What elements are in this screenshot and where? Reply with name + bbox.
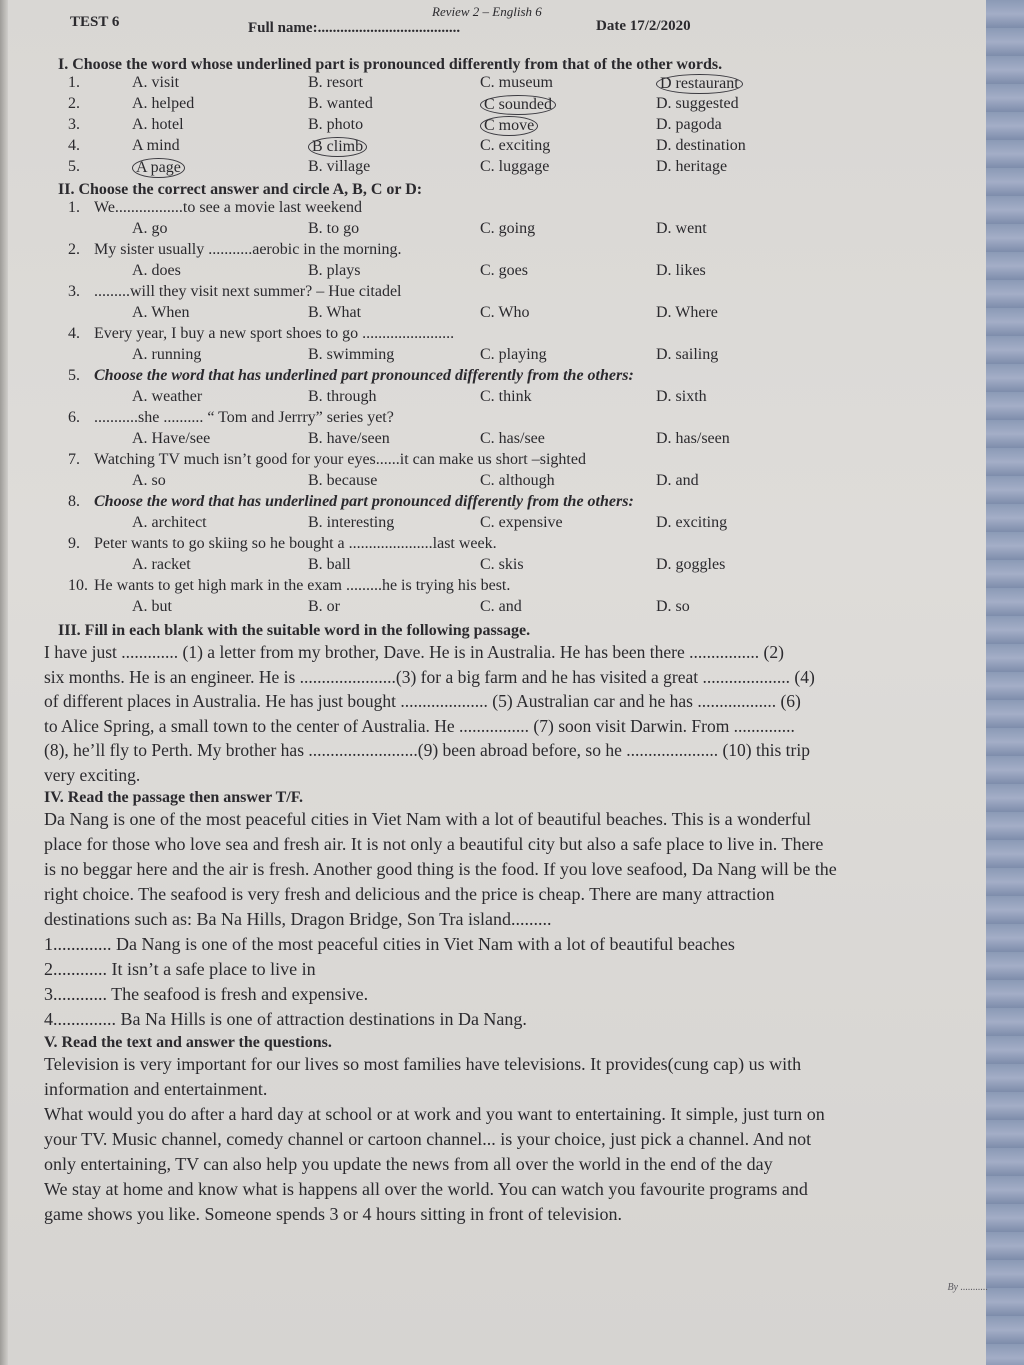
option-b: B. photo <box>308 116 364 133</box>
question-stem: Choose the word that has underlined part pronounced differently from the others: <box>94 367 634 384</box>
question-number: 5. <box>68 367 80 384</box>
question-stem: We.................to see a movie last weekend <box>94 199 362 216</box>
option-c: C. luggage <box>480 158 550 175</box>
option-c: C. exciting <box>480 137 551 154</box>
option-a: A. running <box>132 346 202 363</box>
passage-line: I have just ............. (1) a letter from my brother, Dave. He is in Australia. He has been there ................ (2) <box>44 642 784 662</box>
question-stem-row <box>40 283 1000 304</box>
option-d: D. exciting <box>656 514 728 531</box>
question-options-row <box>40 472 1000 493</box>
passage-line: very exciting. <box>44 764 141 785</box>
passage-line: six months. He is an engineer. He is ......................(3) for a big farm and he has visited a great .................... (4) <box>44 666 815 687</box>
option-d: D. went <box>656 220 707 237</box>
option-c-circled: C move <box>480 116 538 136</box>
question-stem-row <box>40 577 1000 598</box>
question-number: 4. <box>68 137 80 154</box>
passage-line: Da Nang is one of the most peaceful cities in Viet Nam with a lot of beautiful beaches. This is a wonderful <box>44 809 812 829</box>
option-b: B. wanted <box>308 95 373 112</box>
part1-row <box>40 137 1000 158</box>
question-number: 9. <box>68 535 80 552</box>
option-a: A. When <box>132 304 190 321</box>
question-options-row <box>40 598 1000 619</box>
option-b: B. swimming <box>308 346 395 363</box>
option-d: D. destination <box>656 137 746 154</box>
option-a: A. Have/see <box>132 430 211 447</box>
option-b-circled: B climb <box>308 137 367 157</box>
option-b: B. What <box>308 304 362 321</box>
question-number: 1. <box>68 199 80 216</box>
test-title: TEST 6 <box>70 14 120 30</box>
option-a: A. does <box>132 262 181 279</box>
passage-line: is no beggar here and the air is fresh. Another good thing is the food. If you love seafood, Da Nang will be the <box>44 859 837 879</box>
option-b: B. or <box>308 598 340 615</box>
passage-line: your TV. Music channel, comedy channel or cartoon channel... is your choice, just pick a channel. And not <box>44 1129 812 1149</box>
question-number: 6. <box>68 409 80 426</box>
option-c: C. going <box>480 220 536 237</box>
option-d: D. Where <box>656 304 718 321</box>
option-b: B. because <box>308 472 378 489</box>
question-stem-row <box>40 199 1000 220</box>
option-d: D. sailing <box>656 346 719 363</box>
option-d: D. and <box>656 472 699 489</box>
review-label: Review 2 – English 6 <box>432 4 542 19</box>
question-options-row <box>40 514 1000 535</box>
option-c: C. goes <box>480 262 528 279</box>
option-b: B. have/seen <box>308 430 390 447</box>
part4-passage <box>44 807 1000 932</box>
passage-line: place for those who love sea and fresh air. It is not only a beautiful city but also a safe place to live in. There <box>44 834 824 854</box>
option-b: B. through <box>308 388 377 405</box>
option-a: A. weather <box>132 388 203 405</box>
question-number: 5. <box>68 158 80 175</box>
tf-statement: 1............. Da Nang is one of the most peaceful cities in Viet Nam with a lot of beautiful beaches <box>44 934 735 954</box>
option-d: D. goggles <box>656 556 726 573</box>
question-number: 8. <box>68 493 80 510</box>
passage-line: destinations such as: Ba Na Hills, Dragon Bridge, Son Tra island......... <box>44 909 552 929</box>
part1-rows <box>40 74 1000 179</box>
option-c: C. expensive <box>480 514 563 531</box>
option-d: D. suggested <box>656 95 739 112</box>
part1-row <box>40 74 1000 95</box>
option-a: A. visit <box>132 74 180 91</box>
option-a: A mind <box>132 137 180 154</box>
question-options-row <box>40 388 1000 409</box>
question-number: 2. <box>68 241 80 258</box>
option-d-circled: D restaurant <box>656 74 743 94</box>
question-number: 3. <box>68 283 80 300</box>
full-name-field: Full name:...................................... <box>248 20 461 36</box>
option-c: C. although <box>480 472 555 489</box>
question-stem: My sister usually ...........aerobic in the morning. <box>94 241 402 258</box>
passage-line: information and entertainment. <box>44 1079 268 1099</box>
part5-passage <box>44 1052 1000 1227</box>
option-c: C. skis <box>480 556 524 573</box>
passage-line: of different places in Australia. He has just bought .................... (5) Australian car and he has .................. (6) <box>44 691 801 711</box>
option-c: C. museum <box>480 74 553 91</box>
option-d: D. likes <box>656 262 706 279</box>
part1-row <box>40 95 1000 116</box>
question-number: 1. <box>68 74 80 91</box>
question-options-row <box>40 556 1000 577</box>
part4-title: IV. Read the passage then answer T/F. <box>44 789 304 806</box>
option-c: C. think <box>480 388 532 405</box>
option-d: D. has/seen <box>656 430 730 447</box>
question-options-row <box>40 346 1000 367</box>
part2-questions <box>40 199 1000 619</box>
question-stem-row <box>40 409 1000 430</box>
passage-line: right choice. The seafood is very fresh and delicious and the price is cheap. There are many attraction <box>44 884 775 904</box>
question-stem: Every year, I buy a new sport shoes to go ....................... <box>94 325 455 342</box>
part4-statements <box>44 932 1000 1032</box>
part5-title: V. Read the text and answer the questions. <box>44 1034 332 1051</box>
part3-passage <box>44 640 1000 787</box>
question-options-row <box>40 304 1000 325</box>
option-d: D. sixth <box>656 388 707 405</box>
option-b: B. resort <box>308 74 364 91</box>
tf-statement: 4.............. Ba Na Hills is one of attraction destinations in Da Nang. <box>44 1009 527 1029</box>
question-stem: He wants to get high mark in the exam .........he is trying his best. <box>94 577 511 594</box>
tf-statement: 2............ It isn’t a safe place to live in <box>44 959 316 979</box>
option-b: B. plays <box>308 262 361 279</box>
option-a: A. racket <box>132 556 191 573</box>
option-b: B. ball <box>308 556 351 573</box>
question-stem: Choose the word that has underlined part pronounced differently from the others: <box>94 493 634 510</box>
option-a: A. helped <box>132 95 195 112</box>
question-stem-row <box>40 493 1000 514</box>
option-c: C. has/see <box>480 430 545 447</box>
option-b: B. village <box>308 158 371 175</box>
date-label: Date 17/2/2020 <box>596 18 691 34</box>
worksheet-content <box>40 6 1000 1227</box>
question-stem-row <box>40 451 1000 472</box>
question-number: 3. <box>68 116 80 133</box>
option-a-circled: A page <box>132 158 185 178</box>
question-stem: Watching TV much isn’t good for your eyes......it can make us short –sighted <box>94 451 586 468</box>
question-stem-row <box>40 241 1000 262</box>
question-stem: .........will they visit next summer? – Hue citadel <box>94 283 402 300</box>
option-a: A. go <box>132 220 168 237</box>
passage-line: What would you do after a hard day at school or at work and you want to entertaining. It simple, just turn on <box>44 1104 825 1124</box>
passage-line: We stay at home and know what is happens all over the world. You can watch you favourite programs and <box>44 1179 808 1199</box>
question-options-row <box>40 430 1000 451</box>
option-a: A. so <box>132 472 166 489</box>
footer-signature: By ........... <box>947 1282 988 1293</box>
question-number: 2. <box>68 95 80 112</box>
part1-row <box>40 116 1000 137</box>
question-number: 7. <box>68 451 80 468</box>
option-c-circled: C sounded <box>480 95 556 115</box>
tf-statement: 3............ The seafood is fresh and expensive. <box>44 984 369 1004</box>
header <box>40 6 1000 54</box>
passage-line: Television is very important for our lives so most families have televisions. It provides(cung cap) us with <box>44 1054 802 1074</box>
question-stem-row <box>40 367 1000 388</box>
question-stem-row <box>40 325 1000 346</box>
option-b: B. to go <box>308 220 360 237</box>
option-a: A. but <box>132 598 172 615</box>
part2-title: II. Choose the correct answer and circle A, B, C or D: <box>58 181 423 198</box>
part3-title: III. Fill in each blank with the suitable word in the following passage. <box>58 622 531 639</box>
option-a: A. hotel <box>132 116 184 133</box>
question-stem-row <box>40 535 1000 556</box>
option-a: A. architect <box>132 514 207 531</box>
question-stem: ...........she .......... “ Tom and Jerrry” series yet? <box>94 409 394 426</box>
option-d: D. so <box>656 598 690 615</box>
question-options-row <box>40 262 1000 283</box>
passage-line: to Alice Spring, a small town to the center of Australia. He ................ (7) soon visit Darwin. From .............. <box>44 715 795 736</box>
part1-row <box>40 158 1000 179</box>
option-c: C. playing <box>480 346 547 363</box>
question-stem: Peter wants to go skiing so he bought a .....................last week. <box>94 535 497 552</box>
passage-line: (8), he’ll fly to Perth. My brother has .........................(9) been abroad before, so he ..................... (10) this trip <box>44 740 810 760</box>
question-number: 4. <box>68 325 80 342</box>
option-b: B. interesting <box>308 514 395 531</box>
page-edge <box>0 0 8 1365</box>
option-d: D. pagoda <box>656 116 722 133</box>
question-options-row <box>40 220 1000 241</box>
option-c: C. Who <box>480 304 530 321</box>
question-number: 10. <box>68 577 88 594</box>
option-d: D. heritage <box>656 158 728 175</box>
part1-title: I. Choose the word whose underlined part is pronounced differently from that of the other words. <box>58 56 723 73</box>
passage-line: only entertaining, TV can also help you update the news from all over the world in the end of the day <box>44 1154 773 1174</box>
option-c: C. and <box>480 598 522 615</box>
passage-line: game shows you like. Someone spends 3 or 4 hours sitting in front of television. <box>44 1204 622 1224</box>
